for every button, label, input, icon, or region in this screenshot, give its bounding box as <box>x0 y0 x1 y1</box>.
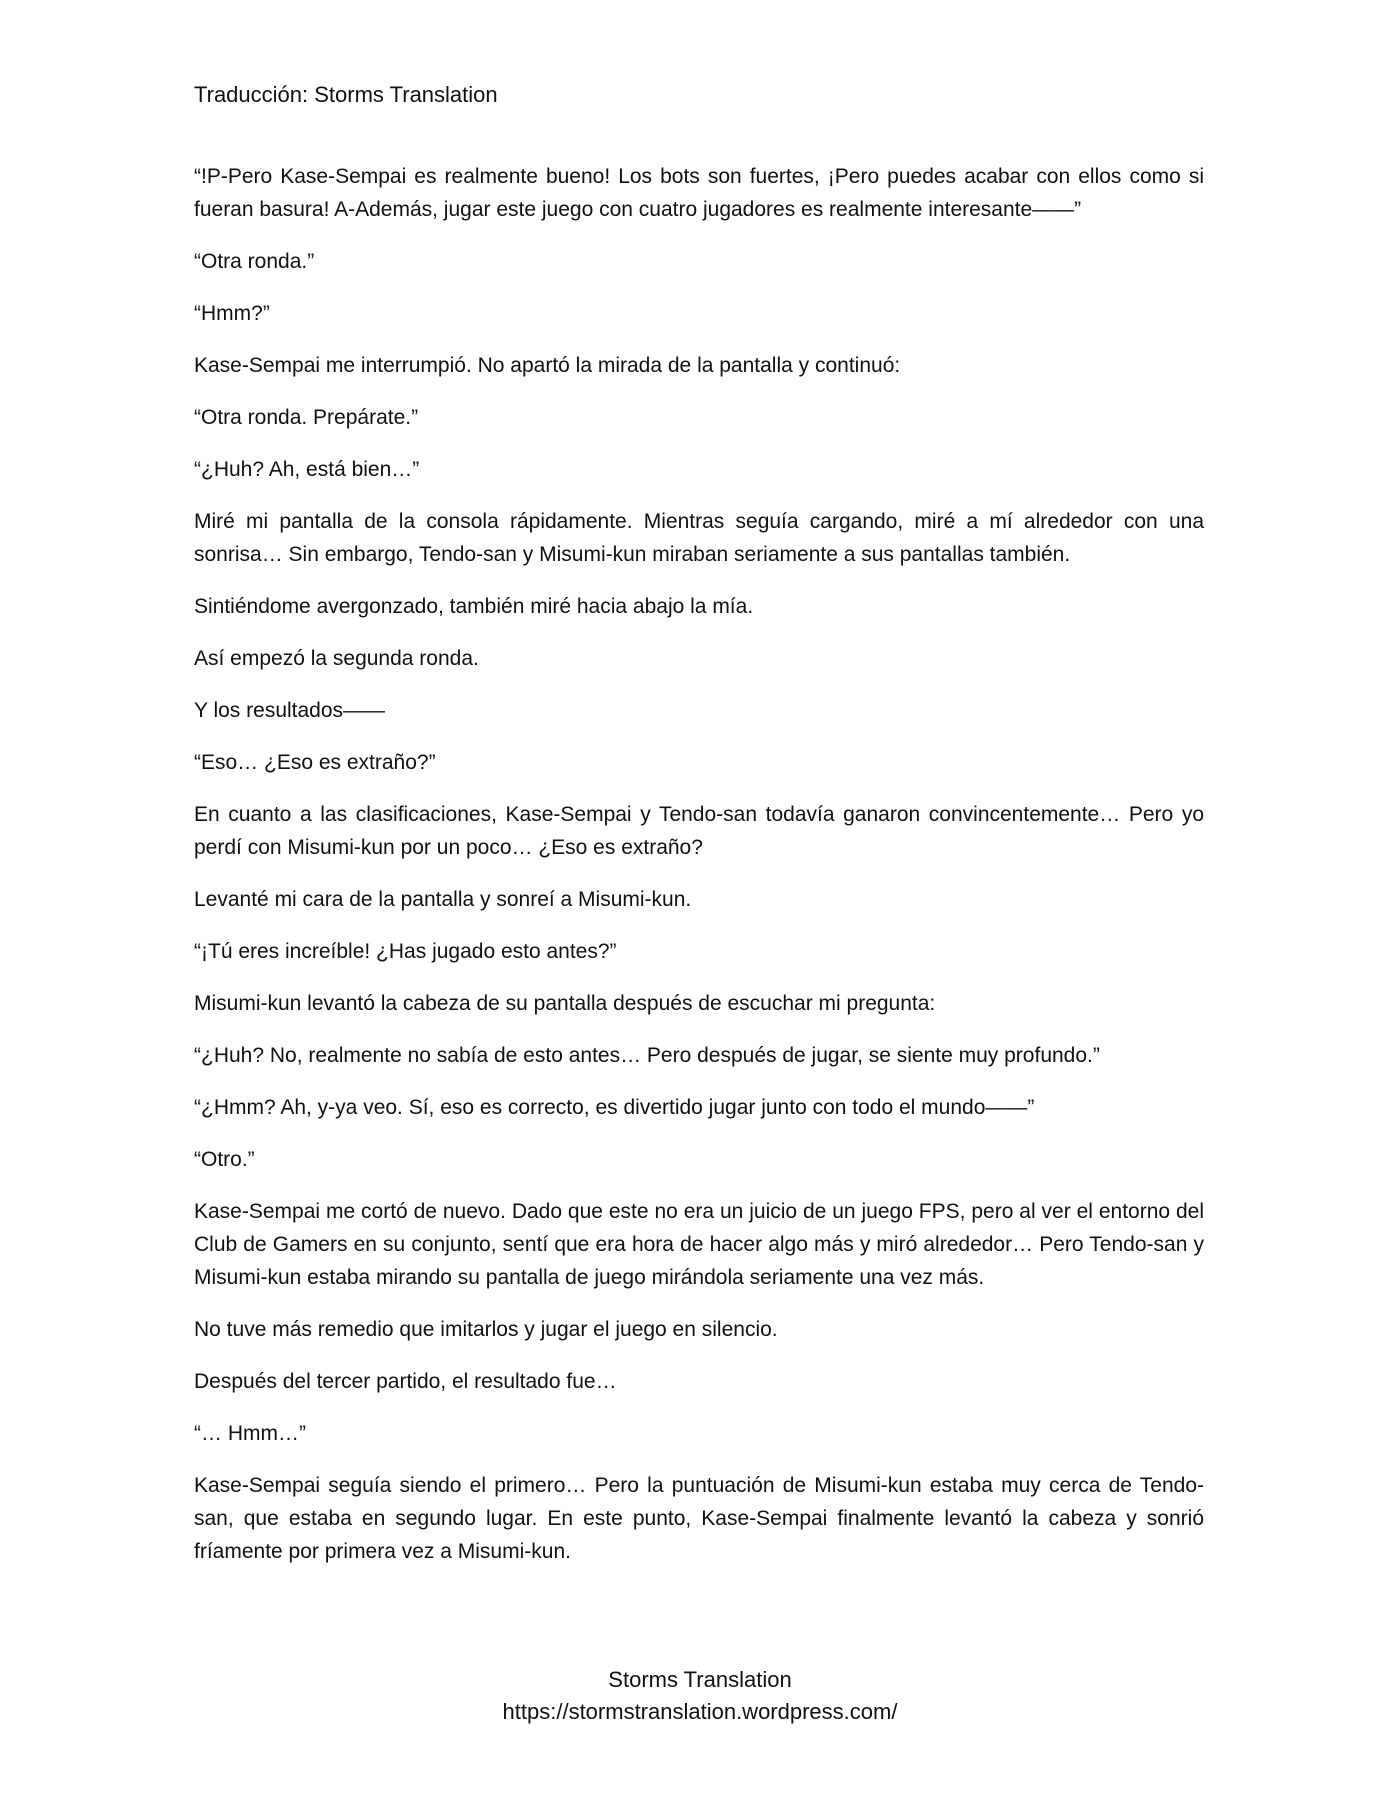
paragraph: Kase-Sempai me cortó de nuevo. Dado que este no era un juicio de un juego FPS, pero al ver el entorno del Club de Gamers en su conjunto, sentí que era hora de hacer algo más y miró alrededor… Pero Tendo-san y Misumi-kun estaba mirando su pantalla de juego mirándola seriamente una vez más. <box>194 1200 1204 1289</box>
paragraph: “¿Hmm? Ah, y-ya veo. Sí, eso es correcto, es divertido jugar junto con todo el mundo——” <box>194 1096 1035 1119</box>
paragraph: “Eso… ¿Eso es extraño?” <box>194 751 436 774</box>
paragraph: Y los resultados—— <box>194 699 386 722</box>
paragraph: Misumi-kun levantó la cabeza de su pantalla después de escuchar mi pregunta: <box>194 992 936 1015</box>
paragraph: “¿Huh? No, realmente no sabía de esto antes… Pero después de jugar, se siente muy profundo.” <box>194 1044 1100 1067</box>
paragraph: Kase-Sempai me interrumpió. No apartó la mirada de la pantalla y continuó: <box>194 354 901 377</box>
paragraph: “Otro.” <box>194 1148 255 1171</box>
paragraph: “¿Huh? Ah, está bien…” <box>194 458 420 481</box>
paragraph: No tuve más remedio que imitarlos y jugar el juego en silencio. <box>194 1318 778 1341</box>
paragraph: Miré mi pantalla de la consola rápidamente. Mientras seguía cargando, miré a mí alrededor con una sonrisa… Sin embargo, Tendo-san y Misumi-kun miraban seriamente a sus pantallas también. <box>194 510 1204 566</box>
translation-credit-header: Traducción: Storms Translation <box>194 82 498 107</box>
paragraph: Después del tercer partido, el resultado fue… <box>194 1370 617 1393</box>
paragraph: “… Hmm…” <box>194 1422 306 1445</box>
paragraph: Levanté mi cara de la pantalla y sonreí a Misumi-kun. <box>194 888 692 911</box>
paragraph: “Otra ronda.” <box>194 250 315 273</box>
page-footer <box>0 1664 1400 1728</box>
paragraph: “Hmm?” <box>194 302 270 325</box>
footer-site-name: Storms Translation <box>608 1667 792 1692</box>
paragraph: “!P-Pero Kase-Sempai es realmente bueno! Los bots son fuertes, ¡Pero puedes acabar con ellos como si fueran basura! A-Además, jugar este juego con cuatro jugadores es realmente interesante——” <box>194 165 1204 221</box>
paragraph: Kase-Sempai seguía siendo el primero… Pero la puntuación de Misumi-kun estaba muy cerca de Tendo-san, que estaba en segundo lugar. En este punto, Kase-Sempai finalmente levantó la cabeza y sonrió fríamente por primera vez a Misumi-kun. <box>194 1474 1204 1563</box>
paragraph: En cuanto a las clasificaciones, Kase-Sempai y Tendo-san todavía ganaron convincentemente… Pero yo perdí con Misumi-kun por un poco… ¿Eso es extraño? <box>194 803 1204 859</box>
paragraph: Sintiéndome avergonzado, también miré hacia abajo la mía. <box>194 595 754 618</box>
paragraph: “Otra ronda. Prepárate.” <box>194 406 419 429</box>
story-body <box>194 160 1204 1587</box>
footer-url: https://stormstranslation.wordpress.com/ <box>502 1699 898 1724</box>
paragraph: “¡Tú eres increíble! ¿Has jugado esto antes?” <box>194 940 617 963</box>
paragraph: Así empezó la segunda ronda. <box>194 647 479 670</box>
